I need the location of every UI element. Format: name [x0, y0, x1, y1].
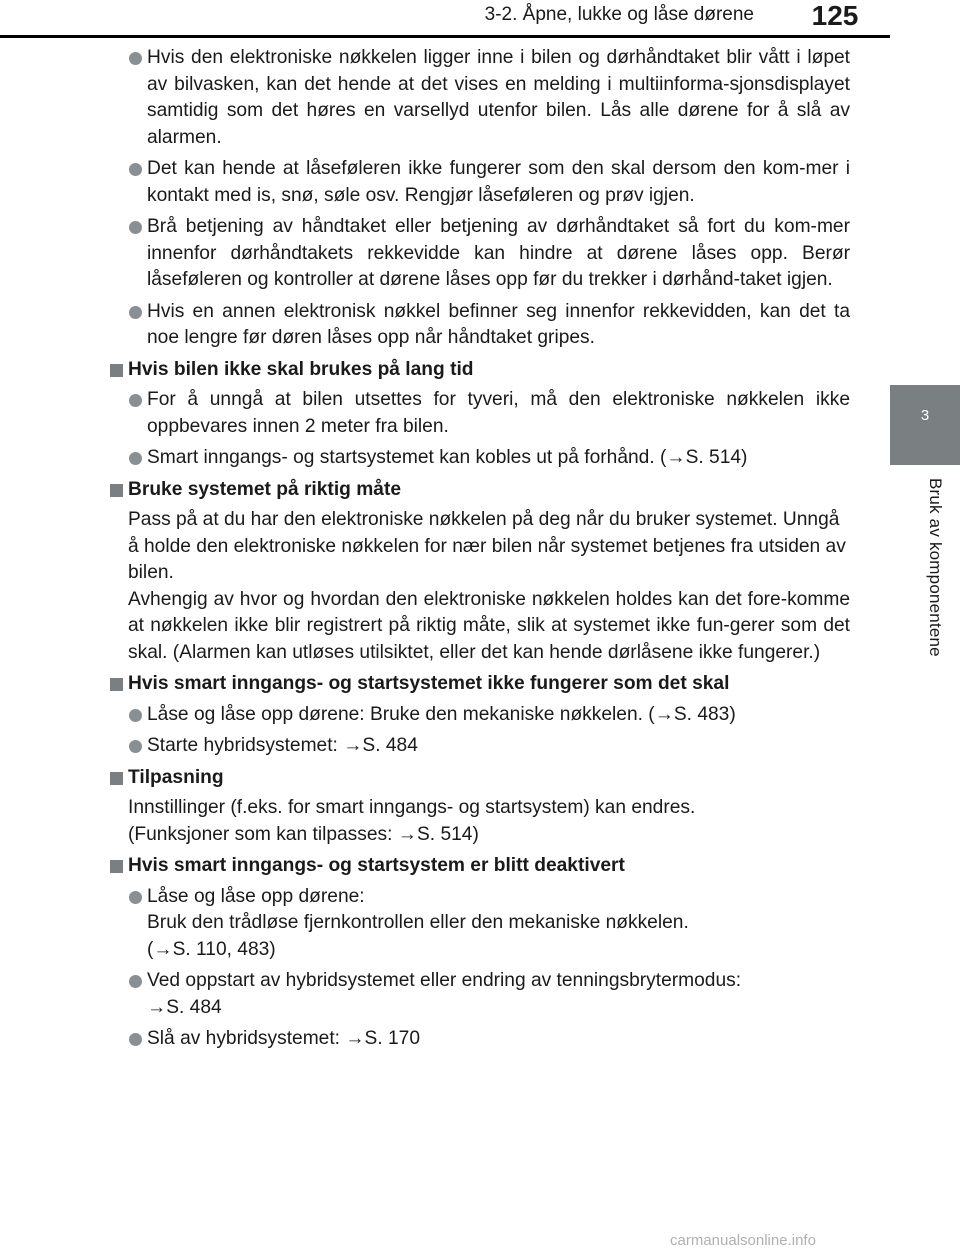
section-heading: Hvis bilen ikke skal brukes på lang tid: [110, 357, 850, 384]
list-item: For å unngå at bilen utsettes for tyveri, må den elektroniske nøkkelen ikke oppbevares innen 2 meter fra bilen.: [110, 387, 850, 440]
bullet-dot-icon: [129, 709, 142, 722]
bullet-dot-icon: [129, 975, 142, 988]
list-item: Låse og låse opp dørene: Bruk den trådløse fjernkontrollen eller den mekaniske nøkkelen. (→S. 110, 483): [110, 884, 850, 964]
watermark: carmanualsonline.info: [670, 1232, 816, 1249]
bullet-dot-icon: [129, 1033, 142, 1046]
heading-square-icon: [110, 772, 123, 785]
header-section-title: 3-2. Åpne, lukke og låse dørene: [484, 4, 754, 25]
heading-square-icon: [110, 860, 123, 873]
heading-square-icon: [110, 484, 123, 497]
bullet-dot-icon: [129, 306, 142, 319]
page-content: [110, 45, 850, 1058]
bullet-dot-icon: [129, 163, 142, 176]
bullet-dot-icon: [129, 891, 142, 904]
bullet-dot-icon: [129, 52, 142, 65]
section-heading: Bruke systemet på riktig måte: [110, 477, 850, 504]
list-item: Låse og låse opp dørene: Bruke den mekaniske nøkkelen. (→S. 483): [110, 702, 850, 729]
paragraph: Pass på at du har den elektroniske nøkkelen på deg når du bruker systemet. Unngå å holde den elektroniske nøkkelen for nær bilen når systemet betjenes fra utsiden av bilen. Avhengig av hvor og hvordan den elektroniske nøkkelen holdes kan det fore-komme at nøkkelen ikke blir registrert på riktig måte, slik at systemet ikke fun-gerer som det skal. (Alarmen kan utløses utilsiktet, eller det kan hende dørlåsene ikke fungerer.): [128, 509, 850, 663]
list-item: Smart inngangs- og startsystemet kan kobles ut på forhånd. (→S. 514): [110, 445, 850, 472]
paragraph: Innstillinger (f.eks. for smart inngangs- og startsystem) kan endres. (Funksjoner som kan tilpasses: →S. 514): [128, 797, 696, 845]
heading-square-icon: [110, 364, 123, 377]
side-tab-chapter-number: 3: [890, 385, 960, 465]
list-item: Det kan hende at låseføleren ikke fungerer som den skal dersom den kom-mer i kontakt med is, snø, søle osv. Rengjør låseføleren og prøv igjen.: [110, 156, 850, 209]
side-tab-chapter-title: Bruk av komponentene: [926, 478, 945, 657]
list-item: Hvis den elektroniske nøkkelen ligger inne i bilen og dørhåndtaket blir vått i løpet av bilvasken, kan det hende at det vises en melding i multiinforma-sjonsdisplayet samtidig som det høres en varsellyd utenfor bilen. Lås alle dørene for å slå av alarmen.: [110, 45, 850, 151]
bullet-dot-icon: [129, 394, 142, 407]
page-number: 125: [811, 0, 859, 31]
list-item: Hvis en annen elektronisk nøkkel befinner seg innenfor rekkevidden, kan det ta noe lengre før døren låses opp når håndtaket gripes.: [110, 299, 850, 352]
bullet-dot-icon: [129, 740, 142, 753]
list-item: Slå av hybridsystemet: →S. 170: [110, 1026, 850, 1053]
bullet-dot-icon: [129, 452, 142, 465]
list-item: Brå betjening av håndtaket eller betjening av dørhåndtaket så fort du kom-mer innenfor dørhåndtakets rekkevidde kan hindre at dørene låses opp. Berør låseføleren og kontroller at dørene låses opp før du trekker i dørhånd-taket igjen.: [110, 214, 850, 294]
list-item: Ved oppstart av hybridsystemet eller endring av tenningsbrytermodus: →S. 484: [110, 968, 850, 1021]
section-heading: Hvis smart inngangs- og startsystem er blitt deaktivert: [110, 853, 850, 880]
section-heading: Hvis smart inngangs- og startsystemet ikke fungerer som det skal: [110, 671, 850, 698]
section-heading: Tilpasning: [110, 765, 850, 792]
side-tab-top: [890, 0, 960, 385]
header-rule: [0, 35, 890, 38]
heading-square-icon: [110, 678, 123, 691]
list-item: Starte hybridsystemet: →S. 484: [110, 733, 850, 760]
bullet-dot-icon: [129, 221, 142, 234]
